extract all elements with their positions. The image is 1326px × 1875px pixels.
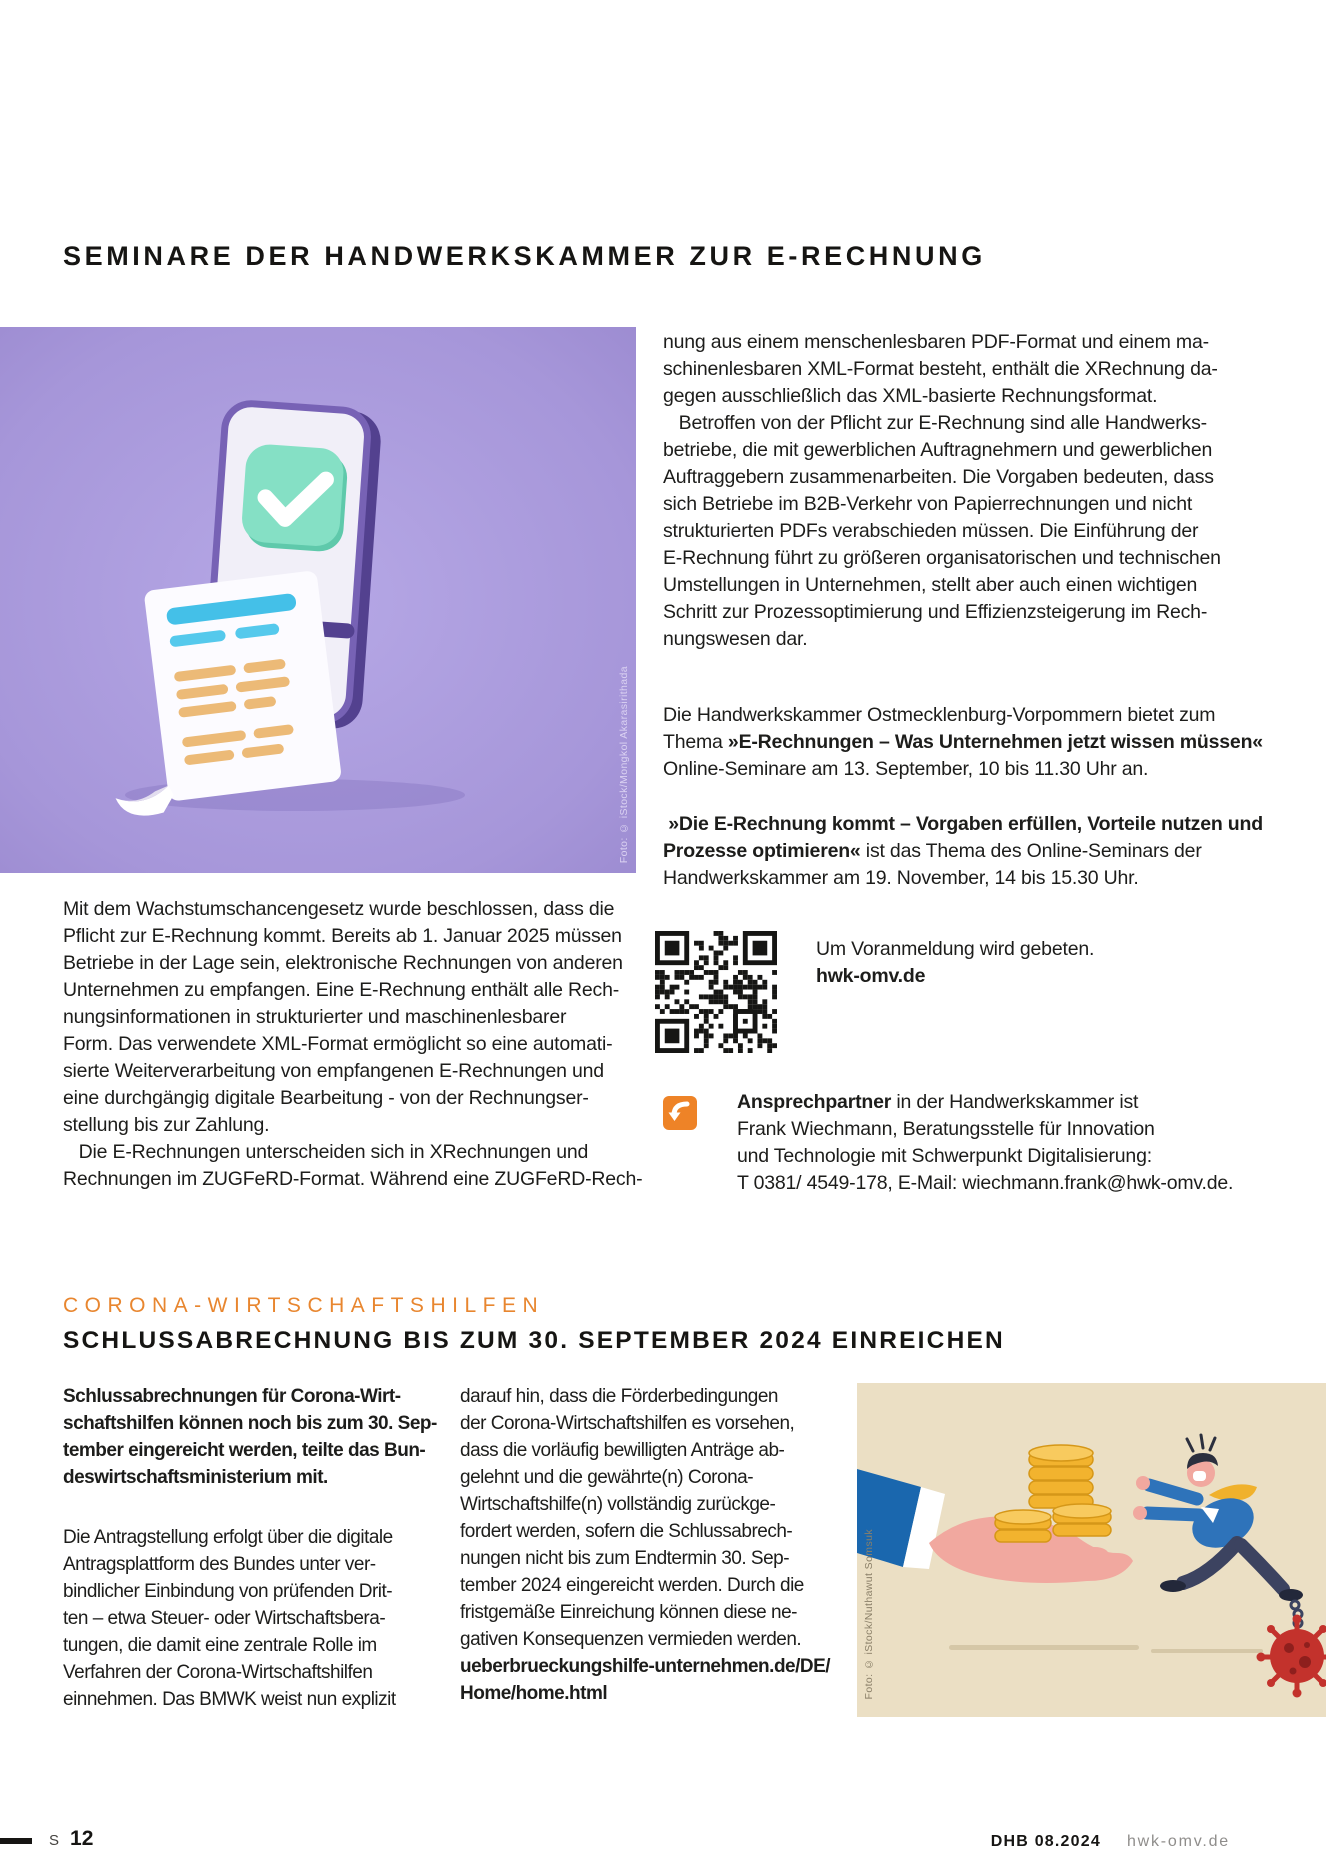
contact-line1 <box>737 1089 1277 1116</box>
footer-rule <box>0 1838 32 1844</box>
article2-col2 <box>460 1383 840 1707</box>
corona-aid-illustration <box>857 1383 1326 1717</box>
phone-receipt-illustration <box>0 327 636 873</box>
qr-code <box>655 931 777 1053</box>
footer-page-number: 12 <box>70 1827 94 1850</box>
qr-note-text: Um Voranmeldung wird gebeten. <box>816 938 1095 960</box>
contact-details: Frank Wiechmann, Beratungsstelle für Innovation und Technologie mit Schwerpunkt Digitalisierung: T 0381/ 4549-178, E-Mail: wiechmann.frank@hwk-omv.de. <box>737 1118 1234 1194</box>
article2-kicker: CORONA-WIRTSCHAFTSHILFEN <box>63 1294 545 1317</box>
seminar1-post: Online-Seminare am 13. September, 10 bis 11.30 Uhr an. <box>663 758 1149 780</box>
photo-credit: Foto: © iStock/Mongkol Akarasirithada <box>618 665 630 863</box>
footer-issue: DHB 08.2024 <box>990 1833 1101 1850</box>
qr-note-link[interactable]: hwk-omv.de <box>816 965 926 987</box>
article2-col2-link[interactable]: ueberbrueckungshilfe-unternehmen.de/DE/ Home/home.html <box>460 1656 831 1704</box>
contact-block <box>737 1089 1277 1197</box>
footer-website[interactable]: hwk-omv.de <box>1126 1833 1230 1850</box>
article2-col2-body: darauf hin, dass die Förderbedingungen der Corona-Wirtschaftshilfen es vorsehen, dass die vorläufig bewilligten Anträge ab- gelehnt und die gewährte(n) Corona- Wirtschaftshilfe(n) vollständig zurückge- fordert werden, sofern die Schlussabrech- nungen nicht bis zum Endtermin 30. Sep- tember 2024 eingereicht werden. Durch die fristgemäße Einreichung können diese ne- gativen Konsequenzen vermieden werden. <box>460 1386 804 1650</box>
footer-page-label: S <box>49 1832 61 1849</box>
article2-col1-body: Die Antragstellung erfolgt über die digitale Antragsplattform des Bundes unter ver- bindlicher Einbindung von prüfenden Drit- ten – etwa Steuer- oder Wirtschaftsbera- tungen, die damit eine zentrale Rolle im Verfahren der Corona-Wirtschaftshilfen einnehmen. Das BMWK weist nun explizit <box>63 1527 396 1710</box>
article2-headline: SCHLUSSABRECHNUNG BIS ZUM 30. SEPTEMBER 2024 EINREICHEN <box>63 1327 1005 1354</box>
qr-note <box>816 936 1094 990</box>
article1-left-column: Mit dem Wachstumschancengesetz wurde beschlossen, dass die Pflicht zur E-Rechnung kommt. Bereits ab 1. Januar 2025 müssen Betriebe in der Lage sein, elektronische Rechnungen von anderen Unternehmen zu empfangen. Eine E-Rechnung enthält alle Rech- nungsinformationen in strukturierter und maschinenlesbarer Form. Das verwendete XML-Format ermöglicht so eine automati- sierte Weiterverarbeitung von empfangenen E-Rechnungen und eine durchgängig digitale Bearbeitung - von der Rechnungser- stellung bis zur Zahlung. Die E-Rechnungen unterscheiden sich in XRechnungen und Rechnungen im ZUGFeRD-Format. Während eine ZUGFeRD-Rech- <box>63 898 643 1190</box>
footer-meta <box>991 1833 1230 1851</box>
article1-headline: SEMINARE DER HANDWERKSKAMMER ZUR E-RECHNUNG <box>63 241 986 271</box>
footer-page <box>49 1827 93 1851</box>
curved-arrow-icon <box>663 1096 697 1130</box>
hand-coins-runner-illustration <box>857 1383 1326 1717</box>
e-invoice-illustration <box>0 327 636 873</box>
seminar1-title: »E-Rechnungen – Was Unternehmen jetzt wissen müssen« <box>727 731 1263 753</box>
seminar1-pre: Die Handwerkskammer Ostmecklenburg-Vorpommern bietet zum Thema <box>663 704 1216 753</box>
contact-line1-rest: in der Handwerkskammer ist <box>891 1091 1139 1113</box>
contact-label: Ansprechpartner <box>737 1091 892 1113</box>
article2-col1-intro: Schlussabrechnungen für Corona-Wirt- schaftshilfen können noch bis zum 30. Sep- tember eingereicht werden, teilte das Bun- deswirtschaftsministerium mit. <box>63 1386 437 1488</box>
photo-credit: Foto: © iStock/Nuthawut Somsuk <box>863 1528 875 1699</box>
article1-right-column-p1: nung aus einem menschenlesbaren PDF-Format und einem ma- schinenlesbaren XML-Format besteht, enthält die XRechnung da- gegen ausschließlich das XML-basierte Rechnungsformat. Betroffen von der Pflicht zur E-Rechnung sind alle Handwerks- betriebe, die mit gewerblichen Auftragnehmern und gewerblichen Auftraggebern zusammenarbeiten. Die Vorgaben bedeuten, dass sich Betriebe im B2B-Verkehr von Papierrechnungen und nicht strukturierten PDFs verabschieden müssen. Die Einführung der E-Rechnung führt zu größeren organisatorischen und technischen Umstellungen in Unternehmen, stellt aber auch einen wichtigen Schritt zur Prozessoptimierung und Effizienzsteigerung im Rech- nungswesen dar. <box>663 331 1221 650</box>
seminar2-post: ist das Thema des Online-Seminars der Handwerkskammer am 19. November, 14 bis 15.30 Uhr. <box>663 840 1202 889</box>
seminar2-title: »Die E-Rechnung kommt – Vorgaben erfüllen, Vorteile nutzen und Prozesse optimieren« <box>663 813 1263 862</box>
seminar2-paragraph <box>663 811 1264 892</box>
seminar1-paragraph <box>663 702 1264 783</box>
